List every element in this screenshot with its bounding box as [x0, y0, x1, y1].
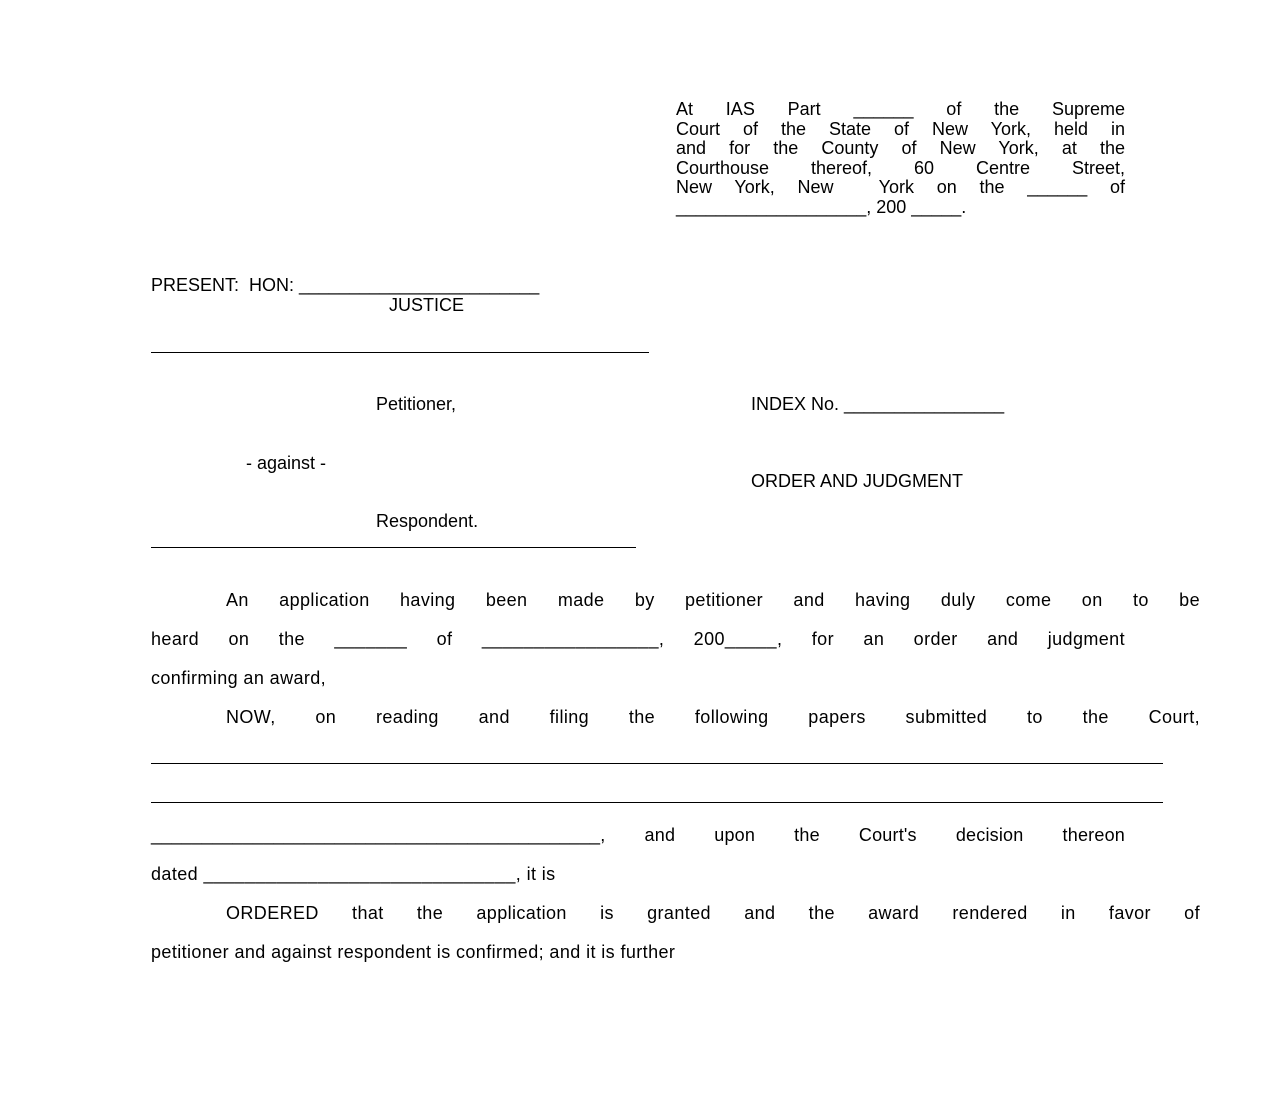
justice-label: JUSTICE	[389, 295, 465, 315]
respondent-label: Respondent.	[376, 511, 479, 531]
papers-blank-line-1	[151, 763, 1163, 764]
court-heading-line-4: Courthouse thereof, 60 Centre Street,	[676, 157, 1125, 178]
body-paragraph-2-line-1: NOW, on reading and filing the following papers submitted to the Court,	[226, 707, 1200, 727]
court-heading-line-5: New York, New York on the ______ of	[676, 177, 1125, 197]
body-paragraph-1-line-3: confirming an award,	[151, 668, 327, 688]
body-paragraph-3-line-1: ORDERED that the application is granted and the award rendered in favor of	[226, 903, 1200, 923]
body-paragraph-2-line-4: ____________________________________________, and upon the Court's decision thereon	[151, 825, 1125, 845]
court-heading-line-1: At IAS Part ______ of the Supreme	[676, 99, 1125, 119]
index-number-line: INDEX No. ________________	[751, 394, 1005, 414]
caption-top-rule	[151, 352, 649, 353]
court-heading-line-6: ___________________, 200 _____.	[676, 196, 967, 217]
petitioner-label: Petitioner,	[376, 394, 457, 414]
court-heading	[676, 100, 1125, 217]
body-paragraph-2-line-5: dated ______________________________, it is	[151, 864, 556, 884]
court-heading-line-2: Court of the State of New York, held in	[676, 118, 1125, 139]
body-paragraph-1-line-1: An application having been made by petitioner and having duly come on to be	[226, 590, 1200, 610]
body-paragraph-1-line-2: heard on the _______ of _________________, 200_____, for an order and judgment	[151, 629, 1125, 649]
court-heading-line-3: and for the County of New York, at the	[676, 138, 1125, 158]
caption-bottom-rule	[151, 547, 636, 548]
document-title: ORDER AND JUDGMENT	[751, 471, 964, 491]
against-label: - against -	[246, 453, 327, 473]
papers-blank-line-2	[151, 802, 1163, 803]
body-paragraph-3-line-2: petitioner and against respondent is confirmed; and it is further	[151, 942, 676, 962]
present-hon-line: PRESENT: HON: ________________________	[151, 275, 540, 295]
